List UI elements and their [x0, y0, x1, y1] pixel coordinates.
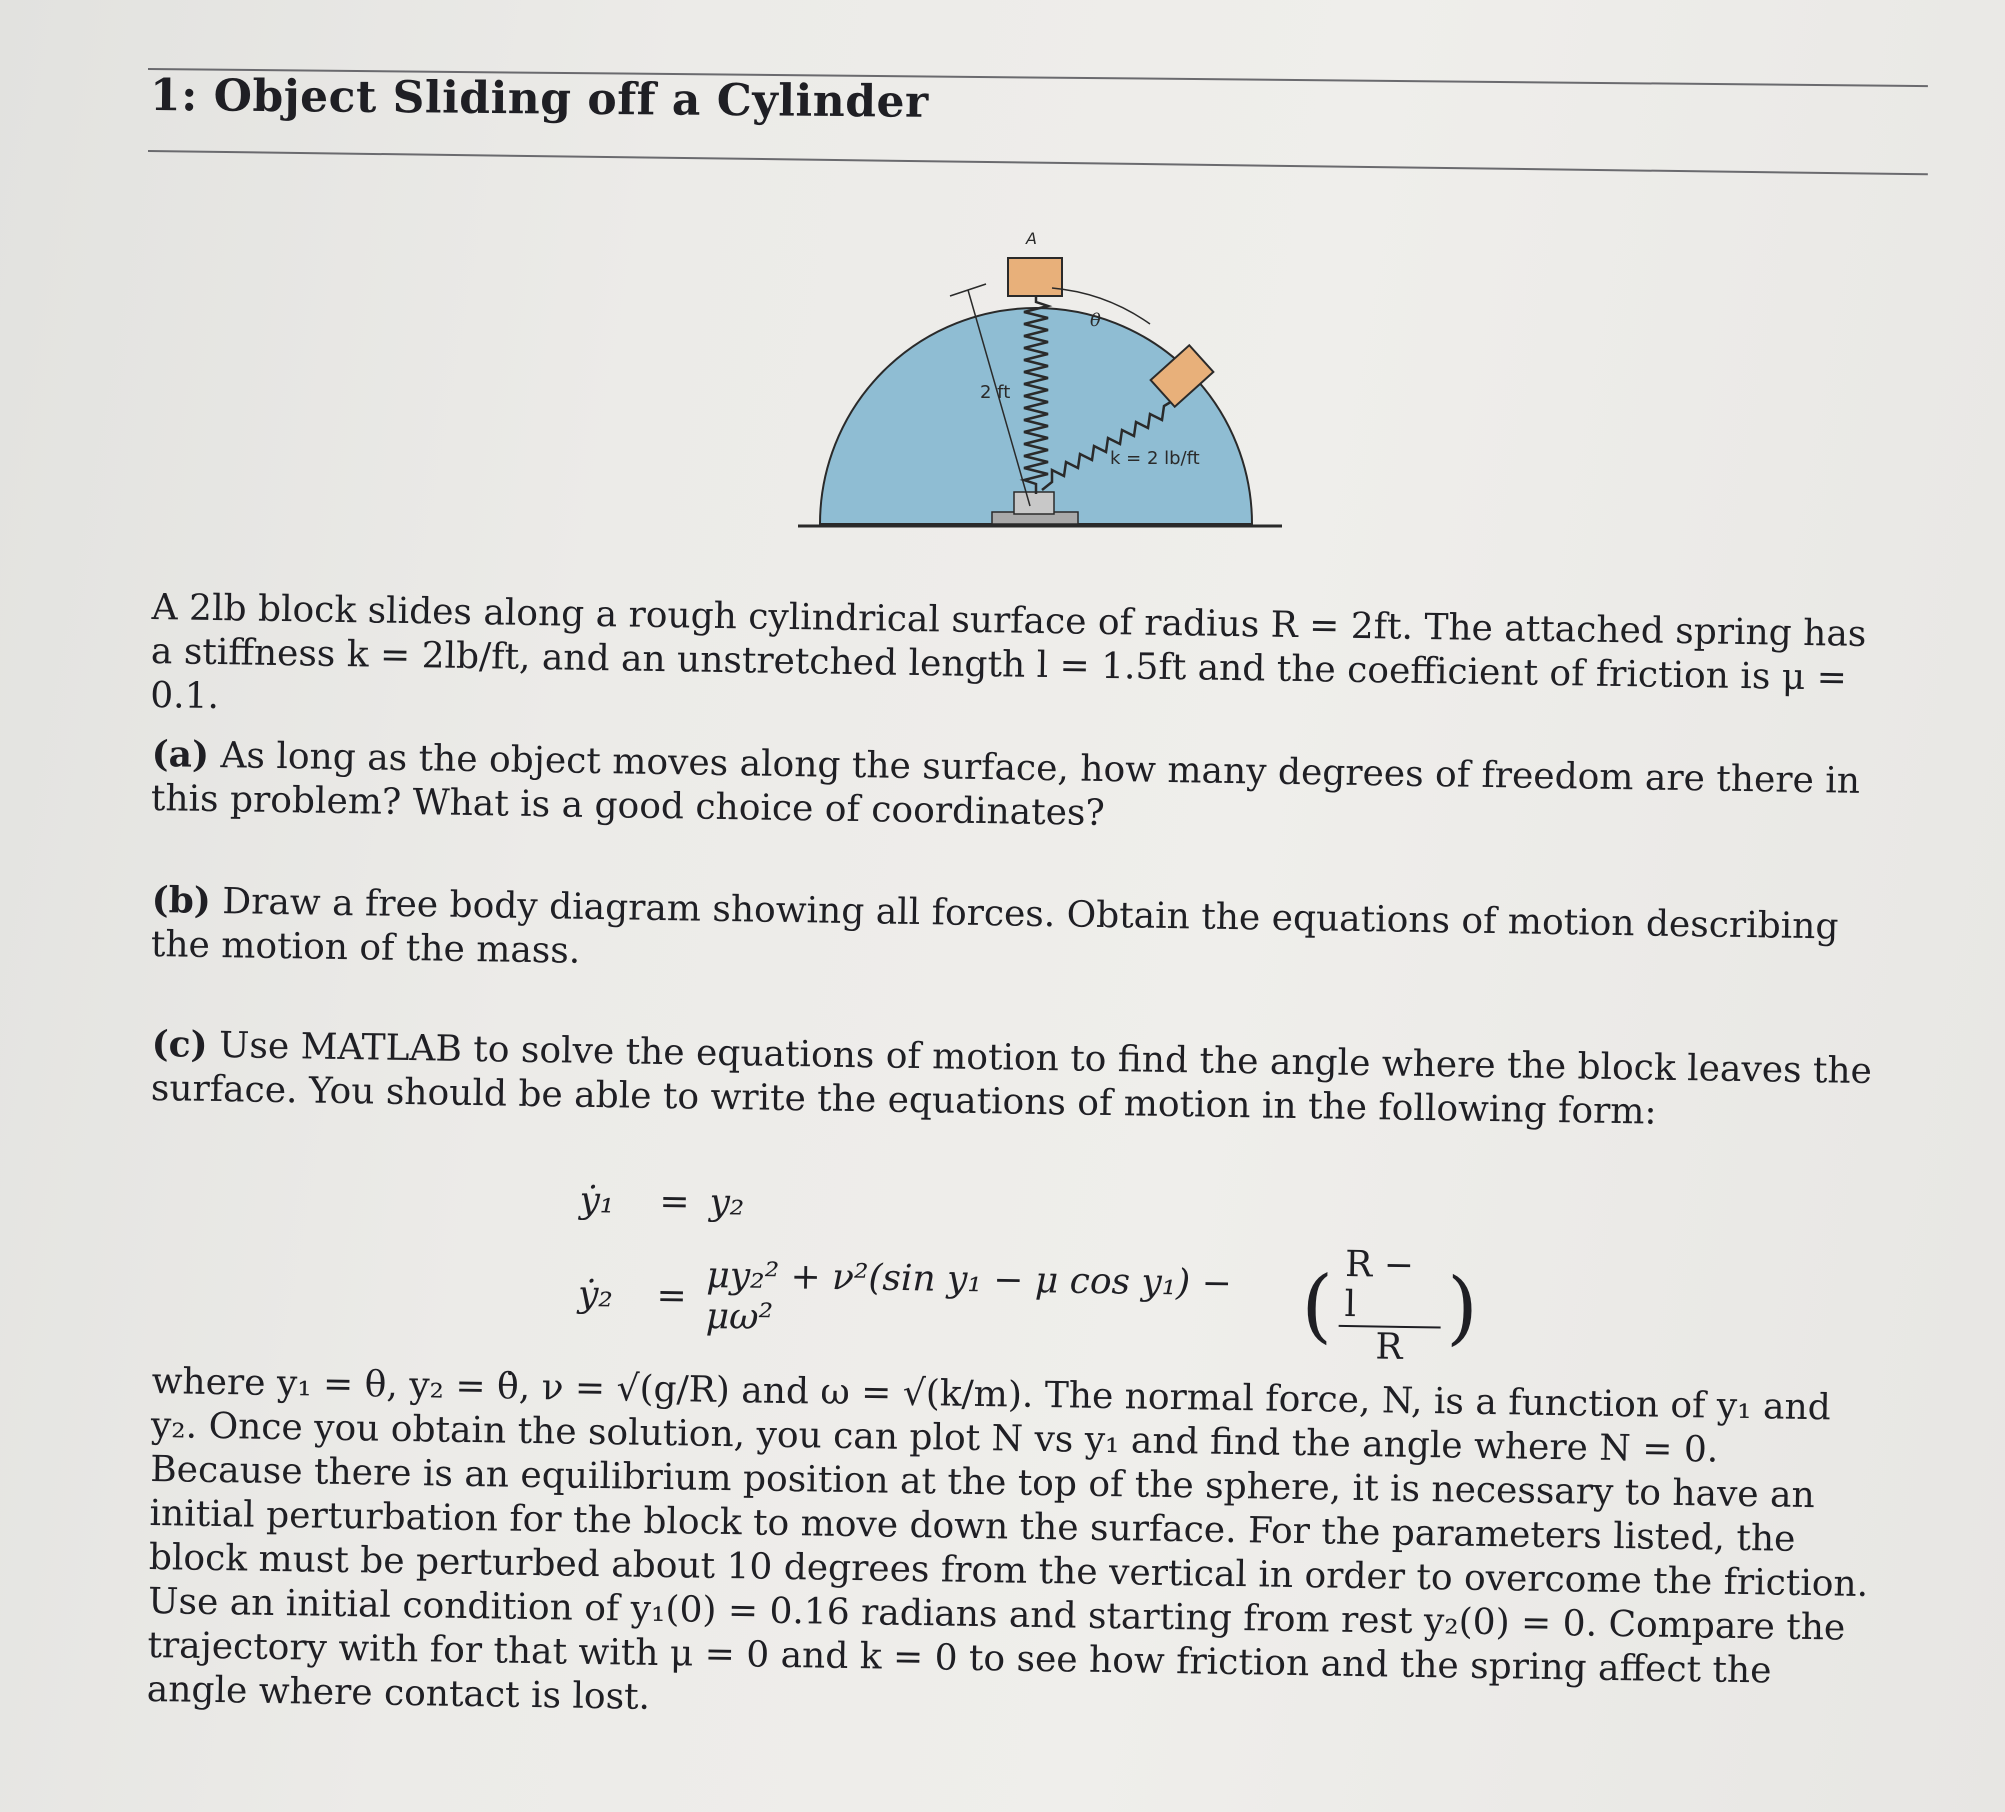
- fraction-numerator: R − l: [1338, 1245, 1441, 1329]
- equation-2: [577, 1244, 1479, 1368]
- question-b-text: Draw a free body diagram showing all forces. Obtain the equations of motion describing the motion of the mass.: [150, 881, 1839, 972]
- intro-paragraph: A 2lb block slides along a rough cylindrical surface of radius R = 2ft. The attached spring has a stiffness k = 2lb/ft, and an unstretched length l = 1.5ft and the coefficient of friction is μ = 0.1.: [149, 586, 1867, 718]
- equation-2-lhs: ẏ₂: [577, 1273, 614, 1316]
- question-a-text: As long as the object moves along the surface, how many degrees of freedom are there in this problem? What is a good choice of coordinates?: [150, 735, 1861, 834]
- equation-1-lhs: ẏ₁: [579, 1179, 615, 1222]
- question-b: [151, 878, 1882, 994]
- question-a: [151, 732, 1882, 848]
- label-spring-k: k = 2 lb/ft: [1110, 448, 1200, 469]
- fraction-denominator: R: [1375, 1326, 1403, 1368]
- question-c-text: Use MATLAB to solve the equations of motion to find the angle where the block leaves the surface. You should be able to write the equations of motion in the following form:: [150, 1025, 1873, 1133]
- question-c: [151, 1022, 1882, 1138]
- spring-base-post: [1014, 492, 1054, 514]
- label-A: A: [1026, 229, 1037, 248]
- where-paragraph: where y₁ = θ, y₂ = θ̇, ν = √(g/R) and ω = √(k/m). The normal force, N, is a function of y₁ and y₂. Once you obtain the solution, you can plot N vs y₁ and find the angle where N = 0. Because there is an equilibrium position at the top of the sphere, it is necessary to have an initial perturbation for the block to move down the surface. For the parameters listed, the block must be perturbed about 10 degrees from the vertical in order to overcome the friction. Use an initial condition of y₁(0) = 0.16 radians and starting from rest y₂(0) = 0. Compare the trajectory with for that with μ = 0 and k = 0 to see how friction and the spring affect the angle where contact is lost.: [146, 1360, 1869, 1718]
- equation-1-equals: =: [659, 1180, 690, 1223]
- equation-2-paren-close: ): [1446, 1260, 1479, 1355]
- question-c-label: (c): [151, 1022, 208, 1066]
- question-b-label: (b): [151, 878, 212, 922]
- question-a-label: (a): [151, 732, 210, 776]
- equation-2-paren-open: (: [1300, 1258, 1334, 1352]
- equation-1-rhs: y₂: [709, 1181, 745, 1224]
- label-theta: θ: [1090, 310, 1101, 331]
- equation-2-fraction: [1338, 1245, 1442, 1369]
- equations-of-motion: [577, 1170, 1480, 1368]
- radius-tick: [950, 284, 986, 296]
- equation-2-equals: =: [656, 1274, 688, 1317]
- cylinder-figure: [790, 228, 1290, 538]
- equation-1: [579, 1170, 1480, 1244]
- section-title: 1: Object Sliding off a Cylinder: [149, 70, 929, 128]
- label-radius: 2 ft: [980, 382, 1011, 403]
- block-A: [1008, 258, 1062, 296]
- equation-2-rhs: μy₂² + ν²(sin y₁ − μ cos y₁) − μω²: [705, 1255, 1233, 1339]
- header-rule-bottom: [148, 150, 1928, 175]
